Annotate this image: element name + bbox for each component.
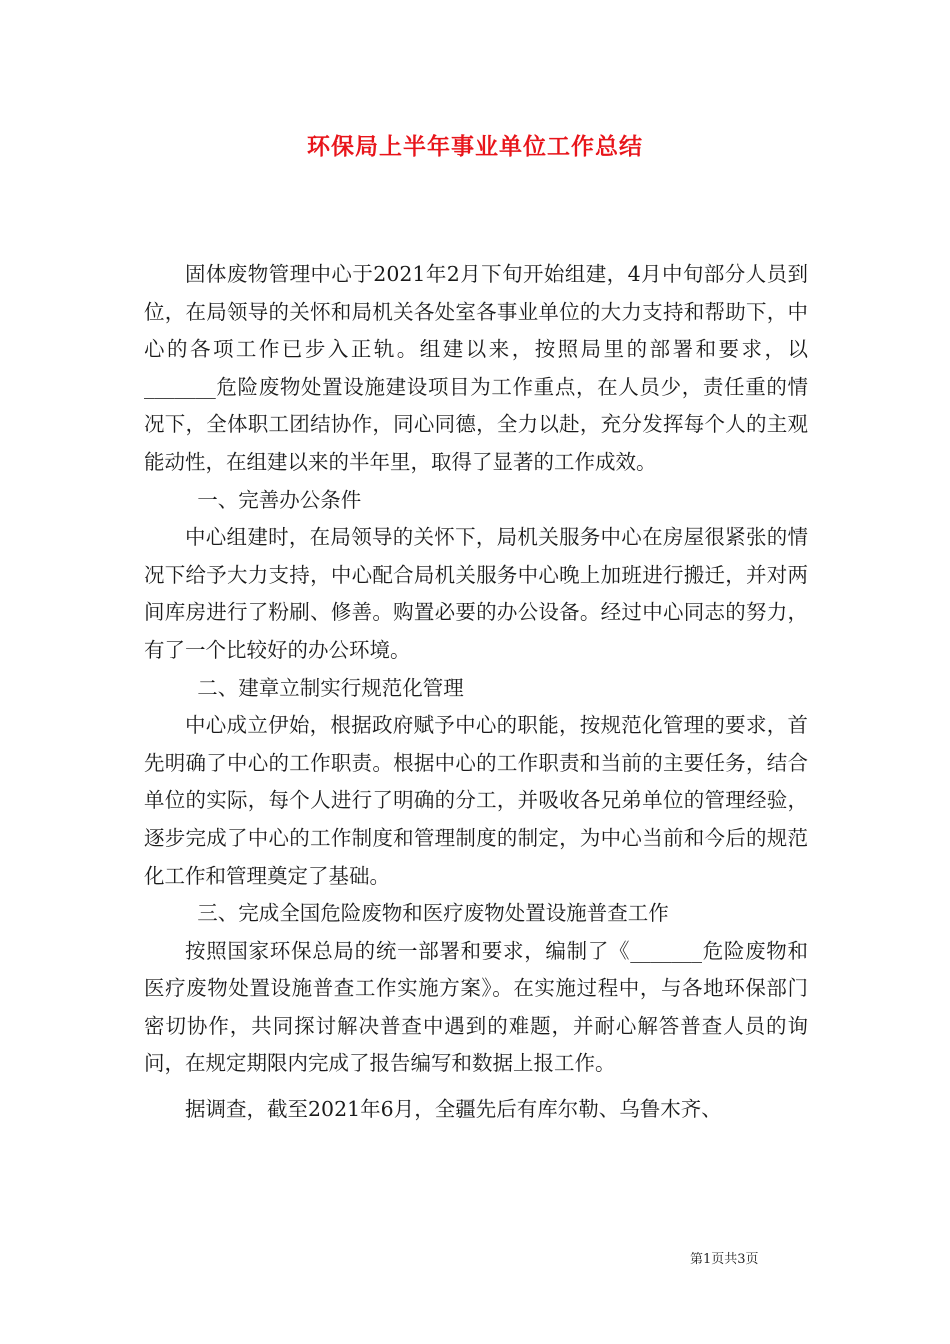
paragraph-office: 中心组建时，在局领导的关怀下，局机关服务中心在房屋很紧张的情况下给予大力支持，中心配合局机关服务中心晚上加班进行搬迁，并对两间库房进行了粉刷、修善。购置必要的办公设备。经过中心同志的努力，有了一个比较好的办公环境。 <box>144 525 808 662</box>
document-body <box>144 256 808 1129</box>
section-heading-2: 二、建章立制实行规范化管理 <box>197 675 464 700</box>
section-heading-1: 一、完善办公条件 <box>197 487 362 512</box>
paragraph-investigation: 据调查，截至2021年6月，全疆先后有库尔勒、乌鲁木齐、 <box>185 1097 722 1122</box>
paragraph-intro: 固体废物管理中心于2021年2月下旬开始组建，4月中旬部分人员到位，在局领导的关怀和局机关各处室各事业单位的大力支持和帮助下，中心的各项工作已步入正轨。组建以来，按照局里的部署和要求，以_______危险废物处置设施建设项目为工作重点，在人员少，责任重的情况下，全体职工团结协作，同心同德，全力以赴，充分发挥每个人的主观能动性，在组建以来的半年里，取得了显著的工作成效。 <box>144 262 808 474</box>
document-title: 环保局上半年事业单位工作总结 <box>307 134 643 160</box>
page-number: 第1页共3页 <box>690 1252 759 1267</box>
paragraph-survey: 按照国家环保总局的统一部署和要求，编制了《_______危险废物和医疗废物处置设施普查工作实施方案》。在实施过程中，与各地环保部门密切协作，共同探讨解决普查中遇到的难题，并耐心解答普查人员的询问，在规定期限内完成了报告编写和数据上报工作。 <box>144 938 808 1076</box>
paragraph-management: 中心成立伊始，根据政府赋予中心的职能，按规范化管理的要求，首先明确了中心的工作职责。根据中心的工作职责和当前的主要任务，结合单位的实际，每个人进行了明确的分工，并吸收各兄弟单位的管理经验，逐步完成了中心的工作制度和管理制度的制定，为中心当前和今后的规范化工作和管理奠定了基础。 <box>144 713 808 888</box>
section-heading-3: 三、完成全国危险废物和医疗废物处置设施普查工作 <box>197 901 669 926</box>
